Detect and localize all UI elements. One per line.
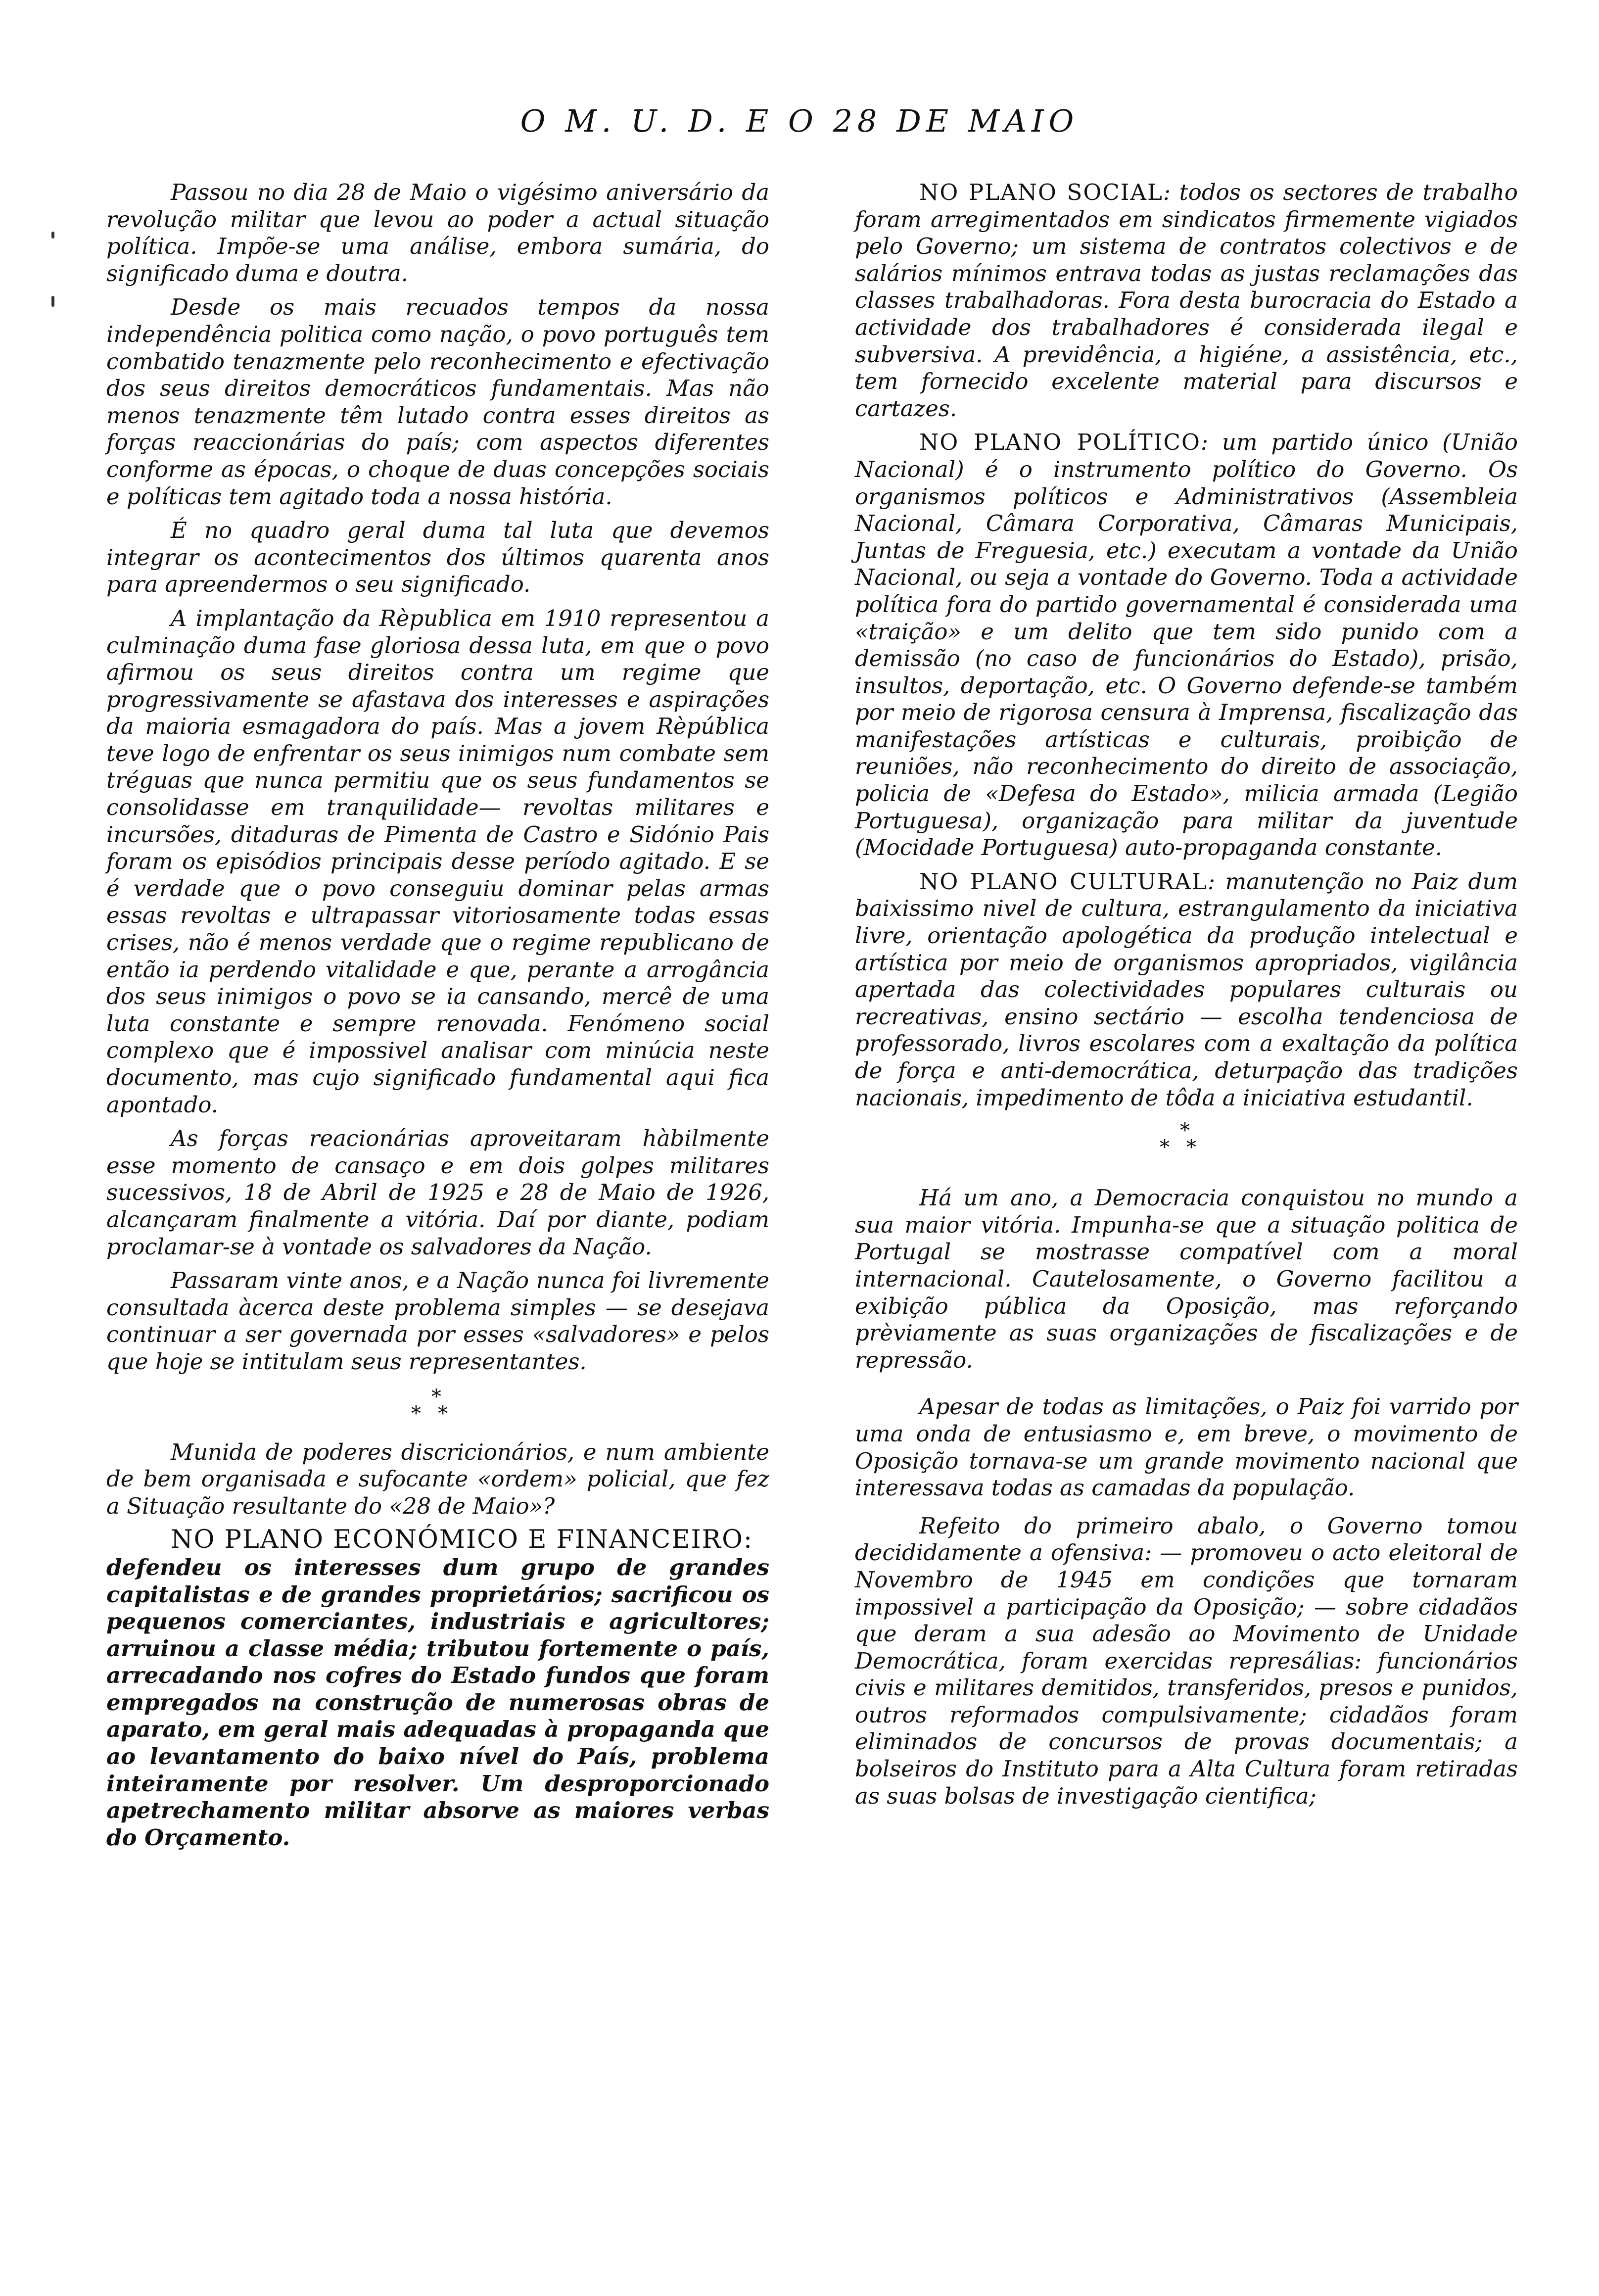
- margin-mark: [51, 296, 54, 307]
- paragraph-social: [855, 179, 1518, 422]
- right-column: [855, 179, 1518, 1817]
- cultural-text: : manutenção no Paiz dum baixissimo nivel de cultura, estrangulamento da iniciativa livre, orientação apologética da produção intelectual e artística por meio de organismos apropriados, vigilância apertada das colectividades populares culturais ou recreativas, ensino sectário — escolha tendenciosa de professorado, livros escolares com a exaltação da política de força e anti-democrática, deturpação das tradições nacionais, impedimento de tôda a iniciativa estudantil.: [855, 868, 1518, 1111]
- paragraph-context: É no quadro geral duma tal luta que devemos integrar os acontecimentos dos últimos quarenta anos para apreendermos o seu significado.: [106, 517, 769, 598]
- social-text: : todos os sectores de trabalho foram arregimentados em sindicatos firmemente vigiados pelo Governo; um sistema de contratos colectivos e de salários mínimos entrava todas as justas reclamações das classes trabalhadoras. Fora desta burocracia do Estado a actividade dos trabalhadores é considerada ilegal e subversiva. A previdência, a higiéne, a assistência, etc., tem fornecido excelente material para discursos e cartazes.: [855, 179, 1518, 422]
- separator-star-top: *: [431, 1385, 444, 1408]
- paragraph-economic: defendeu os interesses dum grupo de grandes capitalistas e de grandes proprietários; sacrificou os pequenos comerciantes, industriais e agricultores; arruinou a classe média; tributou fortemente o país, arrecadando nos cofres do Estado fundos que foram empregados na construção de numerosas obras de aparato, em geral mais adequadas à propaganda que ao levantamento do baixo nível do País, problema inteiramente por resolver. Um desproporcionado apetrechamento militar absorve as maiores verbas do Orçamento.: [106, 1554, 769, 1851]
- section-separator: [855, 1119, 1518, 1159]
- separator-star-bottom: **: [411, 1402, 465, 1425]
- heading-political: NO PLANO POLÍTICO: [919, 429, 1201, 456]
- left-column: [106, 179, 769, 1858]
- paragraph-question: Munida de poderes discricionários, e num ambiente de bem organisada e sufocante «ordem» policial, que fez a Situação resultante do «28 de Maio»?: [106, 1438, 769, 1519]
- page-title: O M. U. D. E O 28 DE MAIO: [520, 103, 1079, 139]
- paragraph-enthusiasm: Apesar de todas as limitações, o Paiz foi varrido por uma onda de entusiasmo e, em breve, o movimento de Oposição tornava-se um grande movimento nacional que interessava todas as camadas da população.: [855, 1393, 1518, 1501]
- paragraph-independence: Desde os mais recuados tempos da nossa independência politica como nação, o povo português tem combatido tenazmente pelo reconhecimento e efectivação dos seus direitos democráticos fundamentais. Mas não menos tenazmente têm lutado contra esses direitos as forças reaccionárias do país; com aspectos diferentes conforme as épocas, o choque de duas concepções sociais e políticas tem agitado toda a nossa história.: [106, 294, 769, 510]
- paragraph-anniversary: Passou no dia 28 de Maio o vigésimo aniversário da revolução militar que levou ao poder a actual situação política. Impõe-se uma análise, embora sumária, do significado duma e doutra.: [106, 179, 769, 287]
- paragraph-cultural: [855, 868, 1518, 1111]
- paragraph-reaction: As forças reacionárias aproveitaram hàbilmente esse momento de cansaço e em dois golpes militares sucessivos, 18 de Abril de 1925 e 28 de Maio de 1926, alcançaram finalmente a vitória. Daí por diante, podiam proclamar-se à vontade os salvadores da Nação.: [106, 1125, 769, 1260]
- heading-economic: NO PLANO ECONÓMICO E FINANCEIRO:: [171, 1525, 753, 1555]
- paragraph-twenty-years: Passaram vinte anos, e a Nação nunca foi livremente consultada àcerca deste problema simples — se desejava continuar a ser governada por esses «salvadores» e pelos que hoje se intitulam seus representantes.: [106, 1267, 769, 1375]
- margin-mark: [51, 232, 54, 239]
- heading-cultural: NO PLANO CULTURAL: [919, 868, 1208, 895]
- section-separator: [106, 1385, 769, 1425]
- paragraph-offensive: Refeito do primeiro abalo, o Governo tomou decididamente a ofensiva: — promoveu o acto eleitoral de Novembro de 1945 em condições que tornaram impossivel a participação da Oposição; — sobre cidadãos que deram a sua adesão ao Movimento de Unidade Democrática, foram exercidas represálias: funcionários civis e militares demitidos, transferidos, presos e punidos, outros reformados compulsivamente; cidadãos foram eliminados de concursos de provas documentais; a bolseiros do Instituto para a Alta Cultura foram retiradas as suas bolsas de investigação cientifica;: [855, 1512, 1518, 1809]
- paragraph-democracy: Há um ano, a Democracia conquistou no mundo a sua maior vitória. Impunha-se que a situação politica de Portugal se mostrasse compatível com a moral internacional. Cautelosamente, o Governo facilitou a exibição pública da Oposição, mas reforçando prèviamente as suas organizações de fiscalizações e de repressão.: [855, 1185, 1518, 1373]
- paragraph-political: [855, 429, 1518, 861]
- economic-heading-block: [106, 1527, 769, 1554]
- separator-star-bottom: **: [1160, 1136, 1213, 1159]
- political-text: : um partido único (União Nacional) é o instrumento político do Governo. Os organismos políticos e Administrativos (Assembleia Nacional, Câmara Corporativa, Câmaras Municipais, Juntas de Freguesia, etc.) executam a vontade da União Nacional, ou seja a vontade do Governo. Toda a actividade política fora do partido governamental é considerada uma «traição» e um delito que tem sido punido com a demissão (no caso de funcionários do Estado), prisão, insultos, deportação, etc. O Governo defende-se também por meio de rigorosa censura à Imprensa, fiscalização das manifestações artísticas e culturais, proibição de reuniões, não reconhecimento do direito de associação, policia de «Defesa do Estado», milicia armada (Legião Portuguesa), organização para militar da juventude (Mocidade Portuguesa) auto-propaganda constante.: [855, 429, 1518, 861]
- heading-social: NO PLANO SOCIAL: [919, 179, 1163, 205]
- paragraph-republic: A implantação da Rèpublica em 1910 representou a culminação duma fase gloriosa dessa luta, em que o povo afirmou os seus direitos contra um regime que progressivamente se afastava dos interesses e aspirações da maioria esmagadora do país. Mas a jovem Rèpública teve logo de enfrentar os seus inimigos num combate sem tréguas que nunca permitiu que os seus fundamentos se consolidasse em tranquilidade— revoltas militares e incursões, ditaduras de Pimenta de Castro e Sidónio Pais foram os episódios principais desse período agitado. E se é verdade que o povo conseguiu dominar pelas armas essas revoltas e ultrapassar vitoriosamente todas essas crises, não é menos verdade que o regime republicano de então ia perdendo vitalidade e que, perante a arrogância dos seus inimigos o povo se ia cansando, mercê de uma luta constante e sempre renovada. Fenómeno social complexo que é impossivel analisar com minúcia neste documento, mas cujo significado fundamental aqui fica apontado.: [106, 605, 769, 1118]
- separator-star-top: *: [1180, 1119, 1193, 1143]
